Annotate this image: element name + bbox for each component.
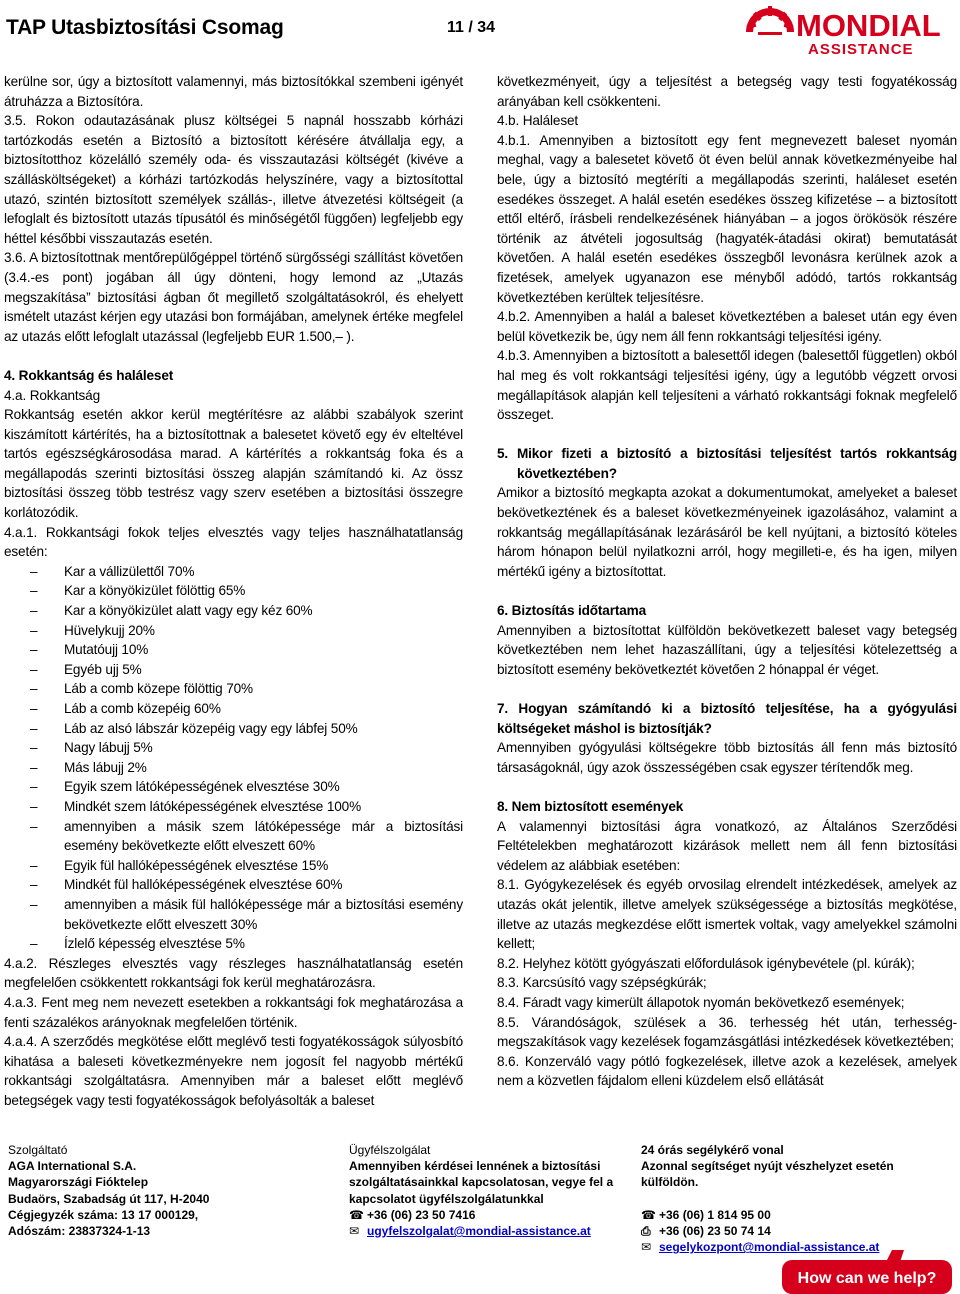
footer-line: szolgáltatásainkkal kapcsolatosan, vegye fel a	[349, 1175, 614, 1190]
left-column	[4, 72, 463, 1110]
footer-provider	[8, 1142, 209, 1239]
customer-service-email-link[interactable]: ugyfelszolgalat@mondial-assistance.at	[367, 1224, 591, 1239]
fax-icon: ⎙	[641, 1224, 651, 1238]
list-item: – Nagy lábujj 5%	[4, 738, 463, 758]
footer-line: AGA International S.A.	[8, 1159, 137, 1174]
page-header	[0, 0, 960, 66]
paragraph-8-3: 8.3. Karcsúsító vagy szépségkúrák;	[497, 975, 707, 991]
paragraph-8-4: 8.4. Fáradt vagy kimerült állapotok nyomán bekövetkező események;	[497, 994, 905, 1010]
paragraph: kerülne sor, úgy a biztosított valamennyi, más biztosítókkal szembeni igényét átruházza a Biztosítóra.	[4, 74, 463, 109]
footer-emergency-line	[641, 1142, 894, 1255]
footer-fax: ⎙ +36 (06) 23 50 74 14	[641, 1224, 771, 1238]
footer-provider-title: Szolgáltató	[8, 1143, 68, 1157]
envelope-icon: ✉	[349, 1224, 360, 1239]
list-item: – amennyiben a másik fül hallóképessége már a biztosítási esemény bekövetkezte előtt elveszett 30%	[4, 895, 463, 934]
mondial-logo	[744, 2, 954, 60]
disability-list	[4, 562, 463, 954]
section-heading-4: 4. Rokkantság és haláleset	[4, 367, 174, 383]
section-heading-6: 6. Biztosítás időtartama	[497, 603, 646, 619]
paragraph-4a2: 4.a.2. Részleges elvesztés vagy részleges használhatatlanság esetén megfelelően csökkentett rokkantsági fok kerül meghatározásra.	[4, 955, 463, 991]
paragraph-4a4: 4.a.4. A szerződés megkötése előtt meglévő testi fogyatékosságok súlyosbító kihatása a baleseti következményekre nem jogosít fel nagyobb mértékű rokkantsági szolgáltatásra. Amennyiben már a baleset előtt meglévő betegségek vagy testi fogyatékosságok befolyásolták a baleset	[4, 1034, 463, 1108]
list-item: – Egyéb ujj 5%	[4, 660, 463, 680]
footer-email	[349, 1223, 613, 1239]
section-heading-8: 8. Nem biztosított események	[497, 798, 684, 814]
footer-line: Cégjegyzék száma: 13 17 000129,	[8, 1207, 199, 1222]
paragraph-4a: Rokkantság esetén akkor kerül megtérítésre az alábbi szabályok szerint kiszámított kártérítés, ha a biztosítottnak a balesetet követő egy év elteltével tartós egészségkárosodása marad. A kártérítés a rokkantság foka és a megállapodás szerinti biztosítási összeg alapján számítandó ki. Az össz biztosítási összeg több testrész vagy szerv esetében a biztosítási összegre korlátozódik.	[4, 407, 463, 521]
section-heading-5: 5. Mikor fizeti a biztosító a biztosítási teljesítést tartós rokkantság következtében?	[497, 446, 957, 481]
paragraph-8: A valamennyi biztosítási ágra vonatkozó, az Általános Szerződési Feltételekben meghatározott kizárások mellett nem áll fenn biztosítási védelem az alábbiak esetében:	[497, 818, 957, 873]
paragraph-6: Amennyiben a biztosítottat külföldön bekövetkezett baleset vagy betegség következtében nem lehet hazaszállítani, úgy a teljesítési kötelezettség a biztosított esemény bekövetkeztét követően 2 hónappal ér véget.	[497, 622, 957, 677]
paragraph-4b2: 4.b.2. Amennyiben a halál a baleset következtében a baleset után egy éven belül következik be, úgy nem áll fenn rokkantsági teljesítési igény.	[497, 309, 957, 344]
phone-icon: ☎	[641, 1207, 656, 1222]
footer-line: Budaörs, Szabadság út 117, H-2040	[8, 1191, 210, 1206]
help-speech-bubble	[782, 1250, 952, 1294]
paragraph: következményeit, úgy a teljesítést a betegség vagy testi fogyatékosság arányában kell csökkenteni.	[497, 74, 957, 109]
footer-line: kapcsolatot ügyfélszolgálatunkkal	[349, 1191, 544, 1206]
emergency-email-link[interactable]: segelykozpont@mondial-assistance.at	[659, 1240, 880, 1255]
paragraph-8-1: 8.1. Gyógykezelések és egyéb orvosilag elrendelt intézkedések, amelyek az utazás okát jelentik, illetve amelyek szükségessége a biztosítás megkötése, illetve az utazás megkezdése előtt ismertek voltak, vagy amelyekkel számolni kellett;	[497, 877, 957, 952]
list-item: – Mindkét szem látóképességének elvesztése 100%	[4, 797, 463, 817]
list-item: – Egyik fül hallóképességének elvesztése 15%	[4, 856, 463, 876]
list-item: – Láb a comb közepe fölöttig 70%	[4, 679, 463, 699]
phone-icon: ☎	[349, 1207, 364, 1222]
paragraph-4b1: 4.b.1. Amennyiben a biztosított egy fent megnevezett baleset nyomán meghal, vagy a balesetet követő öt éven belül annak következményeibe hal bele, úgy a biztosító megtéríti a megállapodás szerinti, haláleset esetén esedékes összeget. A halál esetén esedékes összeg kifizetése – a biztosított ettől eltérő, írásbeli rendelkezésének hiányában – a jogos örökösök részére történik az átvételi jogosultság (hagyaték-átadási okirat) bemutatását követően. A halál esetén esedékes összegből levonásra kerülnek azok a fizetések, amelyek ugyanazon ese ményből adódó, tartós rokkantság következtében kerültek teljesítésre.	[497, 132, 957, 305]
paragraph-4b3: 4.b.3. Amennyiben a biztosított a balesettől idegen (balesettől független) okból hal meg és volt rokkantsági teljesítési igény, úgy a legutóbb végzett orvosi megállapítások alapján kell teljesíteni a várható rokkantsági foknak megfelelő összeget.	[497, 348, 957, 423]
paragraph-4a1: 4.a.1. Rokkantsági fokok teljes elvesztés vagy teljes használhatatlanság esetén:	[4, 524, 463, 560]
right-column	[497, 72, 957, 1091]
footer-line: Adószám: 23837324-1-13	[8, 1224, 151, 1239]
svg-text:MONDIAL: MONDIAL	[796, 8, 941, 43]
footer-emergency-title: 24 órás segélykérő vonal	[641, 1143, 784, 1157]
page-number: 11 / 34	[447, 19, 496, 36]
paragraph-3-6: 3.6. A biztosítottnak mentőrepülőgéppel történő sürgősségi szállítást követően (3.4.-es pont) jogában áll úgy dönteni, hogy lemond az „Utazás megszakítása” biztosítási ágban őt megillető szolgáltatásokról, és ehelyett ismételt utazást kérjen egy utazási bon formájában, amelynek értéke megfelel az utazás előtt lefoglalt utazással (legfeljebb EUR 1.500,– ).	[4, 250, 463, 344]
list-item: – Más lábujj 2%	[4, 758, 463, 778]
paragraph-8-5: 8.5. Várandóságok, szülések a 36. terhesség hét után, terhesség-megszakítások vagy kezelések fogamzásgátlási intézkedések következtében;	[497, 1014, 957, 1050]
footer-line: külföldön.	[641, 1175, 699, 1190]
footer-line: Amennyiben kérdései lennének a biztosítási	[349, 1159, 601, 1174]
svg-text:ASSISTANCE: ASSISTANCE	[808, 41, 914, 58]
paragraph-7: Amennyiben gyógyulási költségekre több biztosítás áll fenn más biztosító társaságoknál, úgy azok összességében csak egyszer térítendők meg.	[497, 740, 957, 775]
list-item: – Hüvelykujj 20%	[4, 621, 463, 641]
footer-phone: ☎ +36 (06) 1 814 95 00	[641, 1207, 771, 1222]
footer-phone: ☎ +36 (06) 23 50 7416	[349, 1207, 476, 1222]
document-title: TAP Utasbiztosítási Csomag	[6, 16, 284, 39]
subheading-4b: 4.b. Haláleset	[497, 113, 579, 129]
paragraph-4a3: 4.a.3. Fent meg nem nevezett esetekben a rokkantsági fok meghatározása a fenti százalékos arányoknak megfelelően történik.	[4, 994, 463, 1030]
list-item: – Mutatóujj 10%	[4, 640, 463, 660]
footer-customer-service	[349, 1142, 613, 1239]
paragraph-8-6: 8.6. Konzerváló vagy pótló fogkezelések, illetve azok a kezelések, amelyek nem a közvetlen fájdalom elleni küzdelem első ellátását	[497, 1053, 957, 1089]
envelope-icon: ✉	[641, 1240, 652, 1255]
list-item: – Kar a könyökizület fölöttig 65%	[4, 581, 463, 601]
list-item: – amennyiben a másik szem látóképessége már a biztosítási esemény bekövetkezte előtt elveszett 60%	[4, 817, 463, 856]
subheading-4a: 4.a. Rokkantság	[4, 387, 100, 403]
list-item: – Kar a vállizülettől 70%	[4, 562, 463, 582]
footer-line: Magyarországi Fióktelep	[8, 1175, 149, 1190]
footer-customer-service-title: Ügyfélszolgálat	[349, 1143, 431, 1157]
list-item: – Láb az alsó lábszár közepéig vagy egy lábfej 50%	[4, 719, 463, 739]
section-heading-7: 7. Hogyan számítandó ki a biztosító teljesítése, ha a gyógyulási költségeket máshol is biztosítják?	[497, 701, 957, 736]
list-item: – Ízlelő képesség elvesztése 5%	[4, 934, 463, 954]
paragraph-8-2: 8.2. Helyhez kötött gyógyászati előfordulások igénybevétele (pl. kúrák);	[497, 955, 915, 971]
paragraph-3-5: 3.5. Rokon odautazásának plusz költségei 5 napnál hosszabb kórházi tartózkodás esetén a Biztosító a biztosított kérésére átvállalja egy, a biztosítotthoz közelálló személy oda- és visszautazási költségét (kivéve a szállásköltségeket) a kórházi tartózkodás helyszínére, vagy a biztosítottal utazó, szintén biztosított személyek szállás-, illetve átvezetési költségeit (a lefoglalt és biztosított utazás típusától és minőségétől függően) legfeljebb egy héttel későbbi visszautazás esetén.	[4, 113, 463, 246]
footer-line: Azonnal segítséget nyújt vészhelyzet esetén	[641, 1159, 894, 1174]
list-item: – Egyik szem látóképességének elvesztése 30%	[4, 777, 463, 797]
list-item: – Kar a könyökizület alatt vagy egy kéz 60%	[4, 601, 463, 621]
list-item: – Mindkét fül hallóképességének elvesztése 60%	[4, 875, 463, 895]
list-item: – Láb a comb közepéig 60%	[4, 699, 463, 719]
paragraph-5: Amikor a biztosító megkapta azokat a dokumentumokat, amelyeket a baleset bekövetkeztének és a baleset következményeinek igazolásához, valamint a rokkantság megállapításának lezárásáról be kell nyújtani, a biztosító köteles három hónapon belül nyilatkozni arról, hogy megilleti-e, és ha igen, milyen mértékű igény a biztosítottat.	[497, 485, 957, 579]
svg-text:How can we help?: How can we help?	[797, 1270, 937, 1287]
